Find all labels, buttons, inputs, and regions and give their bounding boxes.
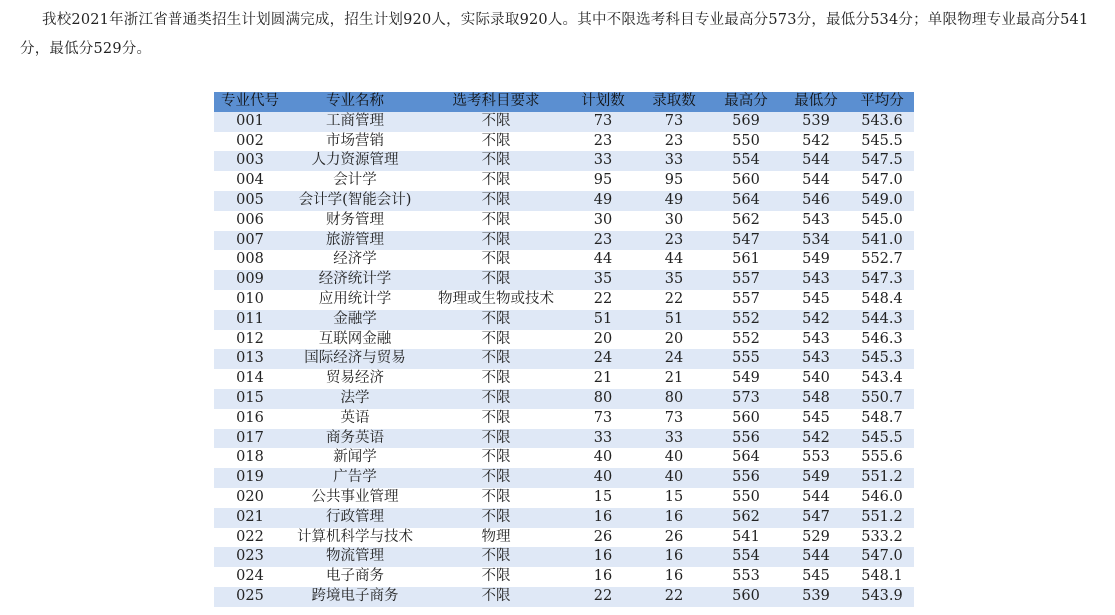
cell-max-score: 562	[710, 211, 782, 231]
cell-admitted-count: 95	[638, 171, 710, 191]
cell-admitted-count: 33	[638, 151, 710, 171]
cell-plan-count: 16	[568, 547, 638, 567]
cell-avg-score: 547.0	[850, 171, 914, 191]
cell-major-name: 会计学	[286, 171, 424, 191]
cell-min-score: 529	[782, 528, 850, 548]
header-plan-count: 计划数	[568, 92, 638, 112]
cell-admitted-count: 44	[638, 250, 710, 270]
cell-plan-count: 24	[568, 349, 638, 369]
cell-plan-count: 20	[568, 330, 638, 350]
cell-admitted-count: 73	[638, 112, 710, 132]
cell-plan-count: 23	[568, 231, 638, 251]
cell-plan-count: 95	[568, 171, 638, 191]
cell-max-score: 564	[710, 191, 782, 211]
cell-major-name: 应用统计学	[286, 290, 424, 310]
cell-subject-requirement: 不限	[424, 488, 568, 508]
cell-admitted-count: 22	[638, 290, 710, 310]
cell-admitted-count: 26	[638, 528, 710, 548]
cell-avg-score: 546.0	[850, 488, 914, 508]
cell-min-score: 553	[782, 448, 850, 468]
table-row	[214, 448, 914, 468]
cell-major-name: 财务管理	[286, 211, 424, 231]
cell-min-score: 544	[782, 171, 850, 191]
cell-plan-count: 16	[568, 508, 638, 528]
cell-subject-requirement: 不限	[424, 132, 568, 152]
cell-major-name: 工商管理	[286, 112, 424, 132]
cell-plan-count: 23	[568, 132, 638, 152]
cell-min-score: 539	[782, 587, 850, 607]
cell-admitted-count: 20	[638, 330, 710, 350]
cell-avg-score: 544.3	[850, 310, 914, 330]
cell-avg-score: 550.7	[850, 389, 914, 409]
cell-avg-score: 546.3	[850, 330, 914, 350]
cell-plan-count: 40	[568, 448, 638, 468]
cell-plan-count: 49	[568, 191, 638, 211]
cell-plan-count: 26	[568, 528, 638, 548]
cell-max-score: 554	[710, 547, 782, 567]
cell-max-score: 569	[710, 112, 782, 132]
cell-major-code: 004	[214, 171, 286, 191]
cell-admitted-count: 16	[638, 508, 710, 528]
cell-max-score: 550	[710, 488, 782, 508]
cell-max-score: 560	[710, 587, 782, 607]
cell-subject-requirement: 不限	[424, 231, 568, 251]
cell-admitted-count: 49	[638, 191, 710, 211]
cell-major-name: 跨境电子商务	[286, 587, 424, 607]
cell-subject-requirement: 不限	[424, 429, 568, 449]
cell-min-score: 543	[782, 211, 850, 231]
cell-major-name: 法学	[286, 389, 424, 409]
cell-avg-score: 548.7	[850, 409, 914, 429]
cell-avg-score: 551.2	[850, 468, 914, 488]
table-row	[214, 112, 914, 132]
cell-major-code: 018	[214, 448, 286, 468]
cell-major-name: 计算机科学与技术	[286, 528, 424, 548]
cell-max-score: 556	[710, 468, 782, 488]
cell-avg-score: 555.6	[850, 448, 914, 468]
cell-major-name: 贸易经济	[286, 369, 424, 389]
cell-min-score: 543	[782, 349, 850, 369]
cell-avg-score: 547.0	[850, 547, 914, 567]
cell-major-name: 经济学	[286, 250, 424, 270]
cell-avg-score: 543.6	[850, 112, 914, 132]
cell-major-name: 市场营销	[286, 132, 424, 152]
cell-plan-count: 40	[568, 468, 638, 488]
cell-plan-count: 30	[568, 211, 638, 231]
cell-major-name: 互联网金融	[286, 330, 424, 350]
cell-subject-requirement: 不限	[424, 567, 568, 587]
cell-subject-requirement: 不限	[424, 468, 568, 488]
cell-min-score: 549	[782, 468, 850, 488]
cell-admitted-count: 80	[638, 389, 710, 409]
cell-subject-requirement: 不限	[424, 151, 568, 171]
table-row	[214, 468, 914, 488]
cell-plan-count: 22	[568, 290, 638, 310]
cell-major-name: 旅游管理	[286, 231, 424, 251]
cell-major-name: 国际经济与贸易	[286, 349, 424, 369]
cell-major-code: 015	[214, 389, 286, 409]
cell-min-score: 546	[782, 191, 850, 211]
cell-min-score: 540	[782, 369, 850, 389]
cell-plan-count: 33	[568, 151, 638, 171]
cell-subject-requirement: 不限	[424, 508, 568, 528]
cell-plan-count: 22	[568, 587, 638, 607]
cell-major-code: 013	[214, 349, 286, 369]
cell-subject-requirement: 不限	[424, 330, 568, 350]
cell-major-code: 006	[214, 211, 286, 231]
table-row	[214, 310, 914, 330]
cell-major-name: 会计学(智能会计)	[286, 191, 424, 211]
cell-major-name: 商务英语	[286, 429, 424, 449]
table-row	[214, 528, 914, 548]
intro-paragraph: 我校2021年浙江省普通类招生计划圆满完成，招生计划920人，实际录取920人。其中不限选考科目专业最高分573分，最低分534分；单限物理专业最高分541分，最低分529分。	[20, 12, 1089, 57]
cell-subject-requirement: 不限	[424, 409, 568, 429]
cell-admitted-count: 21	[638, 369, 710, 389]
cell-max-score: 562	[710, 508, 782, 528]
cell-subject-requirement: 物理	[424, 528, 568, 548]
cell-admitted-count: 33	[638, 429, 710, 449]
header-major-name: 专业名称	[286, 92, 424, 112]
cell-major-name: 金融学	[286, 310, 424, 330]
cell-major-name: 电子商务	[286, 567, 424, 587]
cell-admitted-count: 51	[638, 310, 710, 330]
cell-min-score: 548	[782, 389, 850, 409]
cell-major-code: 007	[214, 231, 286, 251]
admission-table	[214, 92, 914, 607]
cell-major-code: 020	[214, 488, 286, 508]
cell-major-code: 021	[214, 508, 286, 528]
cell-max-score: 573	[710, 389, 782, 409]
cell-avg-score: 545.5	[850, 429, 914, 449]
cell-major-name: 英语	[286, 409, 424, 429]
cell-max-score: 550	[710, 132, 782, 152]
cell-major-name: 物流管理	[286, 547, 424, 567]
cell-admitted-count: 40	[638, 468, 710, 488]
cell-avg-score: 549.0	[850, 191, 914, 211]
cell-max-score: 561	[710, 250, 782, 270]
cell-major-code: 019	[214, 468, 286, 488]
cell-plan-count: 35	[568, 270, 638, 290]
cell-admitted-count: 15	[638, 488, 710, 508]
cell-major-code: 011	[214, 310, 286, 330]
cell-min-score: 545	[782, 567, 850, 587]
cell-major-code: 017	[214, 429, 286, 449]
cell-max-score: 556	[710, 429, 782, 449]
cell-plan-count: 16	[568, 567, 638, 587]
table-row	[214, 409, 914, 429]
cell-avg-score: 533.2	[850, 528, 914, 548]
cell-max-score: 541	[710, 528, 782, 548]
cell-min-score: 539	[782, 112, 850, 132]
header-avg-score: 平均分	[850, 92, 914, 112]
cell-avg-score: 545.3	[850, 349, 914, 369]
cell-major-code: 005	[214, 191, 286, 211]
cell-min-score: 542	[782, 310, 850, 330]
table-row	[214, 250, 914, 270]
cell-max-score: 564	[710, 448, 782, 468]
cell-admitted-count: 23	[638, 132, 710, 152]
cell-major-name: 公共事业管理	[286, 488, 424, 508]
cell-major-code: 010	[214, 290, 286, 310]
cell-subject-requirement: 不限	[424, 112, 568, 132]
table-row	[214, 547, 914, 567]
cell-major-code: 002	[214, 132, 286, 152]
table-row	[214, 508, 914, 528]
cell-min-score: 544	[782, 151, 850, 171]
cell-subject-requirement: 不限	[424, 369, 568, 389]
cell-avg-score: 545.0	[850, 211, 914, 231]
table-row	[214, 191, 914, 211]
cell-plan-count: 15	[568, 488, 638, 508]
cell-avg-score: 541.0	[850, 231, 914, 251]
cell-major-name: 新闻学	[286, 448, 424, 468]
table-header	[214, 92, 914, 112]
cell-subject-requirement: 物理或生物或技术	[424, 290, 568, 310]
cell-major-name: 广告学	[286, 468, 424, 488]
cell-max-score: 560	[710, 409, 782, 429]
cell-admitted-count: 73	[638, 409, 710, 429]
cell-admitted-count: 22	[638, 587, 710, 607]
table-row	[214, 151, 914, 171]
cell-avg-score: 545.5	[850, 132, 914, 152]
cell-max-score: 555	[710, 349, 782, 369]
cell-max-score: 560	[710, 171, 782, 191]
cell-max-score: 547	[710, 231, 782, 251]
cell-plan-count: 73	[568, 409, 638, 429]
cell-admitted-count: 35	[638, 270, 710, 290]
cell-max-score: 549	[710, 369, 782, 389]
header-max-score: 最高分	[710, 92, 782, 112]
header-row	[214, 92, 914, 112]
cell-avg-score: 548.1	[850, 567, 914, 587]
cell-max-score: 552	[710, 310, 782, 330]
cell-major-code: 003	[214, 151, 286, 171]
table-row	[214, 429, 914, 449]
header-major-code: 专业代号	[214, 92, 286, 112]
cell-subject-requirement: 不限	[424, 270, 568, 290]
table-row	[214, 349, 914, 369]
table-row	[214, 567, 914, 587]
table-row	[214, 488, 914, 508]
cell-subject-requirement: 不限	[424, 349, 568, 369]
cell-admitted-count: 24	[638, 349, 710, 369]
table-row	[214, 171, 914, 191]
cell-subject-requirement: 不限	[424, 389, 568, 409]
cell-avg-score: 543.4	[850, 369, 914, 389]
cell-max-score: 553	[710, 567, 782, 587]
cell-major-code: 014	[214, 369, 286, 389]
cell-subject-requirement: 不限	[424, 448, 568, 468]
cell-subject-requirement: 不限	[424, 547, 568, 567]
cell-avg-score: 548.4	[850, 290, 914, 310]
cell-admitted-count: 23	[638, 231, 710, 251]
cell-major-code: 009	[214, 270, 286, 290]
cell-max-score: 557	[710, 290, 782, 310]
table-body	[214, 112, 914, 607]
cell-avg-score: 552.7	[850, 250, 914, 270]
table-row	[214, 290, 914, 310]
cell-plan-count: 73	[568, 112, 638, 132]
header-min-score: 最低分	[782, 92, 850, 112]
cell-min-score: 543	[782, 330, 850, 350]
cell-plan-count: 44	[568, 250, 638, 270]
cell-subject-requirement: 不限	[424, 171, 568, 191]
cell-max-score: 552	[710, 330, 782, 350]
cell-admitted-count: 16	[638, 567, 710, 587]
cell-subject-requirement: 不限	[424, 250, 568, 270]
cell-min-score: 542	[782, 429, 850, 449]
cell-admitted-count: 40	[638, 448, 710, 468]
cell-subject-requirement: 不限	[424, 587, 568, 607]
cell-avg-score: 547.5	[850, 151, 914, 171]
cell-major-code: 025	[214, 587, 286, 607]
cell-min-score: 542	[782, 132, 850, 152]
cell-subject-requirement: 不限	[424, 211, 568, 231]
cell-major-name: 经济统计学	[286, 270, 424, 290]
cell-min-score: 547	[782, 508, 850, 528]
cell-avg-score: 551.2	[850, 508, 914, 528]
cell-subject-requirement: 不限	[424, 310, 568, 330]
cell-major-code: 012	[214, 330, 286, 350]
header-admitted-count: 录取数	[638, 92, 710, 112]
table-row	[214, 231, 914, 251]
cell-min-score: 544	[782, 488, 850, 508]
cell-min-score: 534	[782, 231, 850, 251]
cell-admitted-count: 30	[638, 211, 710, 231]
table-row	[214, 587, 914, 607]
cell-major-code: 001	[214, 112, 286, 132]
table-row	[214, 389, 914, 409]
cell-max-score: 557	[710, 270, 782, 290]
table-row	[214, 330, 914, 350]
admission-table-container	[214, 92, 914, 607]
cell-major-code: 008	[214, 250, 286, 270]
table-row	[214, 369, 914, 389]
cell-major-code: 023	[214, 547, 286, 567]
table-row	[214, 270, 914, 290]
cell-min-score: 543	[782, 270, 850, 290]
cell-min-score: 545	[782, 290, 850, 310]
header-subject-requirement: 选考科目要求	[424, 92, 568, 112]
cell-major-code: 016	[214, 409, 286, 429]
cell-plan-count: 33	[568, 429, 638, 449]
cell-subject-requirement: 不限	[424, 191, 568, 211]
cell-avg-score: 543.9	[850, 587, 914, 607]
cell-min-score: 544	[782, 547, 850, 567]
cell-plan-count: 21	[568, 369, 638, 389]
table-row	[214, 132, 914, 152]
cell-min-score: 545	[782, 409, 850, 429]
cell-major-code: 022	[214, 528, 286, 548]
cell-plan-count: 80	[568, 389, 638, 409]
cell-plan-count: 51	[568, 310, 638, 330]
cell-admitted-count: 16	[638, 547, 710, 567]
table-row	[214, 211, 914, 231]
cell-major-name: 行政管理	[286, 508, 424, 528]
cell-min-score: 549	[782, 250, 850, 270]
cell-max-score: 554	[710, 151, 782, 171]
cell-major-code: 024	[214, 567, 286, 587]
cell-major-name: 人力资源管理	[286, 151, 424, 171]
cell-avg-score: 547.3	[850, 270, 914, 290]
